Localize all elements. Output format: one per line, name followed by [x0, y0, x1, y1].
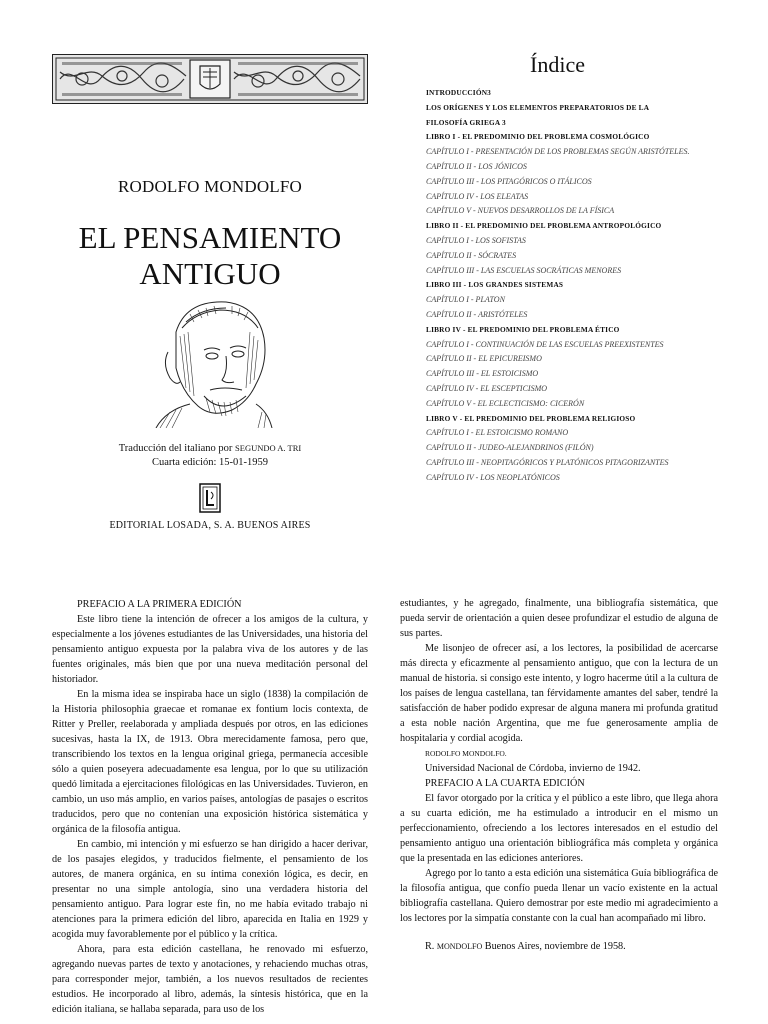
preface-first-edition-heading: PREFACIO A LA PRIMERA EDICIÓN — [77, 599, 242, 610]
paragraph: En la misma idea se inspiraba hace un siglo (1838) la compilación de la Historia philosophia graecae et romanae ex fontium locis contexta, de Ritter y Preller, reelaborada y ampliada después por otros, en las ediciones sucesivas, hasta la IX, de 1913. Obra merecidamente famosa, pero que, transcribiendo los textos en la lengua original griega, permanecía accesible sólo a quien poseyera adecuadamente esa lengua, por lo que su utilización quedó limitada a ejercitaciones filológicas en las Universidades. Tuvieron, en cambio, un uso más amplio, en varios países, antologías de pasajes o escritos traducidos, pero que no contenían una exposición histórica sistemática y orgánica de la filosofía antigua. — [52, 689, 368, 835]
index-chapter-entry: CAPÍTULO I - PLATON — [426, 295, 505, 305]
index-part-entry: INTRODUCCIÓN3 — [426, 88, 492, 97]
index-chapter-entry: CAPÍTULO III - EL ESTOICISMO — [426, 369, 539, 379]
index-chapter-entry: CAPÍTULO I - EL ESTOICISMO ROMANO — [426, 428, 569, 438]
closing-initial: R. — [425, 941, 435, 952]
index-chapter-entry: CAPÍTULO II - ARISTÓTELES — [426, 309, 528, 319]
publisher-name: EDITORIAL LOSADA, S. A. BUENOS AIRES — [109, 520, 311, 531]
index-part-entry: LOS ORÍGENES Y LOS ELEMENTOS PREPARATORIOS DE LA — [426, 102, 650, 112]
index-chapter-entry: CAPÍTULO I - CONTINUACIÓN DE LAS ESCUELAS PREEXISTENTES — [426, 339, 664, 349]
index-part-entry: LIBRO I - EL PREDOMINIO DEL PROBLEMA COSMOLÓGICO — [426, 132, 650, 142]
paragraph: estudiantes, y he agregado, finalmente, una bibliografía sistemática, que pueda servir de orientación a quien desee profundizar el estudio de alguna de sus partes. — [400, 598, 718, 639]
preface-fourth-edition-heading: PREFACIO A LA CUARTA EDICIÓN — [425, 778, 585, 789]
publisher-logo-icon — [199, 483, 221, 513]
index-chapter-entry: CAPÍTULO IV - LOS ELEATAS — [426, 191, 529, 201]
index-chapter-entry: CAPÍTULO III - LAS ESCUELAS SOCRÁTICAS MENORES — [426, 265, 622, 275]
author-name: RODOLFO MONDOLFO — [117, 177, 303, 196]
index-chapter-entry: CAPÍTULO IV - EL ESCEPTICISMO — [426, 383, 548, 393]
preface-first-edition-column — [52, 597, 368, 1017]
index-chapter-entry: CAPÍTULO II - EL EPICUREISMO — [426, 354, 542, 364]
index-part-entry: LIBRO IV - EL PREDOMINIO DEL PROBLEMA ÉTICO — [426, 324, 620, 334]
index-chapter-entry: CAPÍTULO V - NUEVOS DESARROLLOS DE LA FÍSICA — [426, 206, 615, 216]
index-part-entry: FILOSOFÍA GRIEGA 3 — [426, 117, 506, 127]
book-title — [50, 220, 370, 292]
paragraph: Me lisonjeo de ofrecer así, a los lectores, la posibilidad de acercarse más directa y eficazmente al pensamiento antiguo, que con la lectura de un manual de historia. si consigo este intento, y logro hacerme útil a la cultura de los países de lengua castellana, tan férvidamente amantes del saber, tendré la satisfacción de haber podido expresar de alguna manera mi profunda gratitud a esta noble nación Argentina, que me fue generosamente amplia de hospitalaria y cordial acogida. — [400, 643, 718, 744]
index-part-entry: LIBRO III - LOS GRANDES SISTEMAS — [426, 280, 564, 290]
place-and-date: Universidad Nacional de Córdoba, invierno de 1942. — [425, 763, 641, 774]
index-part-entry: LIBRO II - EL PREDOMINIO DEL PROBLEMA ANTROPOLÓGICO — [426, 221, 662, 231]
translation-credit — [50, 441, 370, 456]
book-cover — [50, 50, 370, 531]
paragraph: Ahora, para esta edición castellana, he renovado mi esfuerzo, agregando nuevas partes de texto y anotaciones, y rehaciendo muchas otras, para corresponder mejor, también, a los nuevos resultados de recientes estudios. He incorporado al libro, además, la síntesis histórica, que en la edición italiana, se hallaba separada, para uso de los — [52, 944, 368, 1015]
paragraph: Agrego por lo tanto a esta edición una sistemática Guía bibliográfica de la filosofía antigua, que confío pueda llenar un vacío existente en la actual bibliografía castellana. Quiero demostrar por este medio mi agradecimiento a los lectores por la simpatía constante con la cual han acompañado mi libro. — [400, 868, 718, 924]
index-chapter-entry: CAPÍTULO II - LOS JÓNICOS — [426, 161, 527, 171]
spacer — [400, 926, 718, 939]
index-chapter-entry: CAPÍTULO III - LOS PITAGÓRICOS O ITÁLICOS — [426, 176, 592, 186]
index-chapter-entry: CAPÍTULO I - LOS SOFISTAS — [426, 235, 526, 245]
translation-prefix: Traducción del italiano por — [118, 443, 233, 454]
author-portrait-engraving — [146, 292, 276, 428]
index-chapter-entry: CAPÍTULO II - JUDEO-ALEJANDRINOS (FILÓN) — [426, 443, 594, 453]
paragraph: En cambio, mi intención y mi esfuerzo se han dirigido a hacer derivar, de los pasajes elegidos, y traducidos fielmente, el pensamiento de los autores, de manera orgánica, en su íntima conexión lógica, es decir, en presentar no una simple antología, sino una verdadera historia del pensamiento antiguo. Para lograr este fin, no me había evitado trabajo ni atenciones para la primera edición del libro, aparecida en Italia en 1929 y acogida muy favorablemente por el público y la crítica. — [52, 839, 368, 940]
index-chapter-entry: CAPÍTULO V - EL ECLECTICISMO: CICERÓN — [426, 398, 585, 408]
closing-place-date: Buenos Aires, noviembre de 1958. — [484, 941, 626, 952]
edition-date: Cuarta edición: 15-01-1959 — [151, 457, 269, 468]
index-heading: Índice — [530, 52, 585, 77]
translation-and-edition-info — [50, 441, 370, 470]
book-title-line-2: ANTIGUO — [139, 256, 281, 291]
index-chapter-entry: CAPÍTULO I - PRESENTACIÓN DE LOS PROBLEMAS SEGÚN ARISTÓTELES. — [426, 147, 690, 157]
book-title-line-1: EL PENSAMIENTO — [78, 220, 342, 255]
preface-continuation-column — [400, 596, 718, 954]
index-chapter-entry: CAPÍTULO III - NEOPITAGÓRICOS Y PLATÓNICOS PITAGORIZANTES — [426, 457, 669, 467]
signature: RODOLFO MONDOLFO. — [425, 749, 507, 758]
closing-name: MONDOLFO — [436, 942, 483, 951]
index-chapter-entry: CAPÍTULO IV - LOS NEOPLATÓNICOS — [426, 472, 560, 482]
paragraph: El favor otorgado por la crítica y el público a este libro, que llega ahora a su cuarta edición, me ha estimulado a introducir en el mismo un perfeccionamiento, ofreciendo a los lectores interesados en el estudio del pensamiento antiguo una orientación bibliográfica más completa y orgánica que la presentada en las ediciones anteriores. — [400, 793, 718, 864]
paragraph: Este libro tiene la intención de ofrecer a los amigos de la cultura, y especialmente a los jóvenes estudiantes de las Universidades, una historia del pensamiento antiguo expuesta por la palabra viva de los autores y de las fuentes originales, más bien que por una nueva meditación personal del historiador. — [52, 614, 368, 685]
closing-signature — [400, 939, 718, 954]
index-part-entry: LIBRO V - EL PREDOMINIO DEL PROBLEMA RELIGIOSO — [426, 413, 636, 423]
index-chapter-entry: CAPÍTULO II - SÓCRATES — [426, 250, 517, 260]
index-entries — [426, 86, 726, 486]
ornamental-engraving-banner — [52, 54, 368, 104]
translator-name: SEGUNDO A. TRI — [235, 443, 302, 453]
